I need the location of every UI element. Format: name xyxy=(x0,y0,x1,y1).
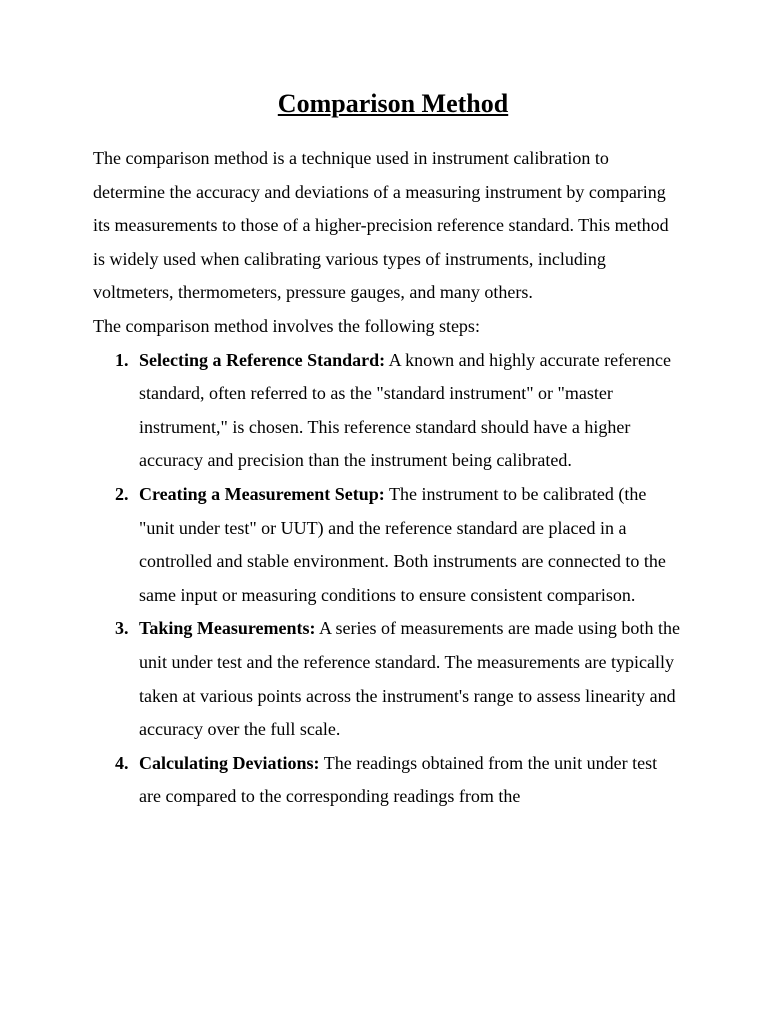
step-title: Taking Measurements: xyxy=(139,618,316,639)
step-title: Selecting a Reference Standard: xyxy=(139,349,386,370)
step-item xyxy=(93,612,683,746)
intro-paragraph: The comparison method is a technique used in instrument calibration to determine the accuracy and deviations of a measuring instrument by comparing its measurements to those of a higher-precision reference standard. This method is widely used when calibrating various types of instruments, including voltmeters, thermometers, pressure gauges, and many others. xyxy=(93,148,669,303)
step-title: Calculating Deviations: xyxy=(139,752,320,773)
step-text: A series of measurements are made using both the unit under test and the reference standard. The measurements are typically taken at various points across the instrument's range to assess linearity and accuracy over the full scale. xyxy=(139,618,680,740)
step-item xyxy=(93,478,683,612)
step-number: 2. xyxy=(115,483,129,504)
document-page xyxy=(93,86,683,814)
steps-list xyxy=(93,344,683,814)
step-number: 4. xyxy=(115,752,129,773)
steps-intro: The comparison method involves the following steps: xyxy=(93,315,480,336)
step-item xyxy=(93,747,683,814)
step-item xyxy=(93,344,683,478)
step-title: Creating a Measurement Setup: xyxy=(139,483,385,504)
step-number: 3. xyxy=(115,618,129,639)
step-text: A known and highly accurate reference standard, often referred to as the "standard instrument" or "master instrument," is chosen. This reference standard should have a higher accuracy and precision than the instrument being calibrated. xyxy=(139,349,672,471)
step-number: 1. xyxy=(115,349,129,370)
page-title: Comparison Method xyxy=(277,89,509,118)
step-text: The readings obtained from the unit under test are compared to the corresponding readings from the xyxy=(139,752,658,807)
step-text: The instrument to be calibrated (the "unit under test" or UUT) and the reference standard are placed in a controlled and stable environment. Both instruments are connected to the same input or measuring conditions to ensure consistent comparison. xyxy=(139,483,666,605)
